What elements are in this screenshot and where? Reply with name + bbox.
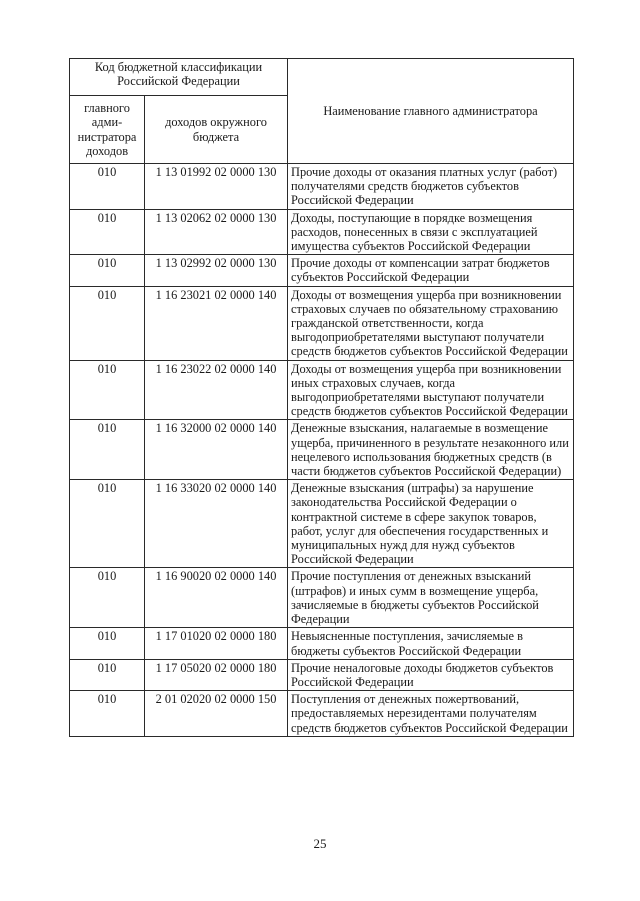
budget-code-cell: 1 16 23021 02 0000 140: [145, 286, 288, 360]
admin-code-cell: 010: [70, 286, 145, 360]
admin-code-cell: 010: [70, 164, 145, 210]
budget-code-cell: 1 13 02062 02 0000 130: [145, 209, 288, 255]
budget-code-cell: 1 17 01020 02 0000 180: [145, 628, 288, 659]
administrator-name-cell: Прочие доходы от компенсации затрат бюджетов субъектов Российской Федерации: [288, 255, 574, 286]
budget-code-cell: 1 16 33020 02 0000 140: [145, 480, 288, 568]
table-body: [70, 59, 574, 737]
header-district-budget-income: доходов окружного бюджета: [145, 96, 288, 164]
admin-code-cell: 010: [70, 628, 145, 659]
admin-code-cell: 010: [70, 659, 145, 690]
table-row: [70, 568, 574, 628]
administrator-name-cell: Прочие доходы от оказания платных услуг (работ) получателями средств бюджетов субъектов Российской Федерации: [288, 164, 574, 210]
admin-code-cell: 010: [70, 691, 145, 737]
administrator-name-cell: Денежные взыскания (штрафы) за нарушение законодательства Российской Федерации о контрактной системе в сфере закупок товаров, работ, услуг для обеспечения государственных и муниципальных нужд для нужд субъектов Российской Федерации: [288, 480, 574, 568]
table-row: [70, 628, 574, 659]
admin-code-cell: 010: [70, 360, 145, 420]
budget-code-cell: 1 16 90020 02 0000 140: [145, 568, 288, 628]
administrator-name-cell: Доходы от возмещения ущерба при возникновении иных страховых случаев, когда выгодоприобретателями выступают получатели средств бюджетов субъектов Российской Федерации: [288, 360, 574, 420]
administrator-name-cell: Прочие поступления от денежных взысканий (штрафов) и иных сумм в возмещение ущерба, зачисляемые в бюджеты субъектов Российской Федерации: [288, 568, 574, 628]
admin-code-cell: 010: [70, 209, 145, 255]
header-classification-code: Код бюджетной классификации Российской Федерации: [70, 59, 288, 96]
table-row: [70, 360, 574, 420]
admin-code-cell: 010: [70, 255, 145, 286]
table-row: [70, 286, 574, 360]
table-row: [70, 659, 574, 690]
header-administrator-name: Наименование главного администратора: [288, 59, 574, 164]
header-chief-administrator: главного адми-нистратора доходов: [70, 96, 145, 164]
budget-code-cell: 1 17 05020 02 0000 180: [145, 659, 288, 690]
table-row: [70, 691, 574, 737]
page-number: 25: [313, 836, 327, 851]
administrator-name-cell: Денежные взыскания, налагаемые в возмещение ущерба, причиненного в результате незаконного или нецелевого использования бюджетных средств (в части бюджетов субъектов Российской Федерации): [288, 420, 574, 480]
administrator-name-cell: Невыясненные поступления, зачисляемые в бюджеты субъектов Российской Федерации: [288, 628, 574, 659]
admin-code-cell: 010: [70, 420, 145, 480]
budget-code-cell: 1 16 23022 02 0000 140: [145, 360, 288, 420]
administrator-name-cell: Доходы, поступающие в порядке возмещения расходов, понесенных в связи с эксплуатацией имущества субъектов Российской Федерации: [288, 209, 574, 255]
table-row: [70, 255, 574, 286]
budget-code-cell: 1 13 01992 02 0000 130: [145, 164, 288, 210]
admin-code-cell: 010: [70, 568, 145, 628]
admin-code-cell: 010: [70, 480, 145, 568]
table-row: [70, 420, 574, 480]
budget-code-cell: 2 01 02020 02 0000 150: [145, 691, 288, 737]
budget-code-cell: 1 16 32000 02 0000 140: [145, 420, 288, 480]
administrator-name-cell: Прочие неналоговые доходы бюджетов субъектов Российской Федерации: [288, 659, 574, 690]
table-row: [70, 164, 574, 210]
header-row-top: [70, 59, 574, 96]
table-row: [70, 209, 574, 255]
table-row: [70, 480, 574, 568]
administrator-name-cell: Доходы от возмещения ущерба при возникновении страховых случаев по обязательному страхованию гражданской ответственности, когда выгодоприобретателями выступают получатели средств бюджетов субъектов Российской Федерации: [288, 286, 574, 360]
budget-table: [69, 58, 574, 737]
budget-code-cell: 1 13 02992 02 0000 130: [145, 255, 288, 286]
administrator-name-cell: Поступления от денежных пожертвований, предоставляемых нерезидентами получателям средств бюджетов субъектов Российской Федерации: [288, 691, 574, 737]
